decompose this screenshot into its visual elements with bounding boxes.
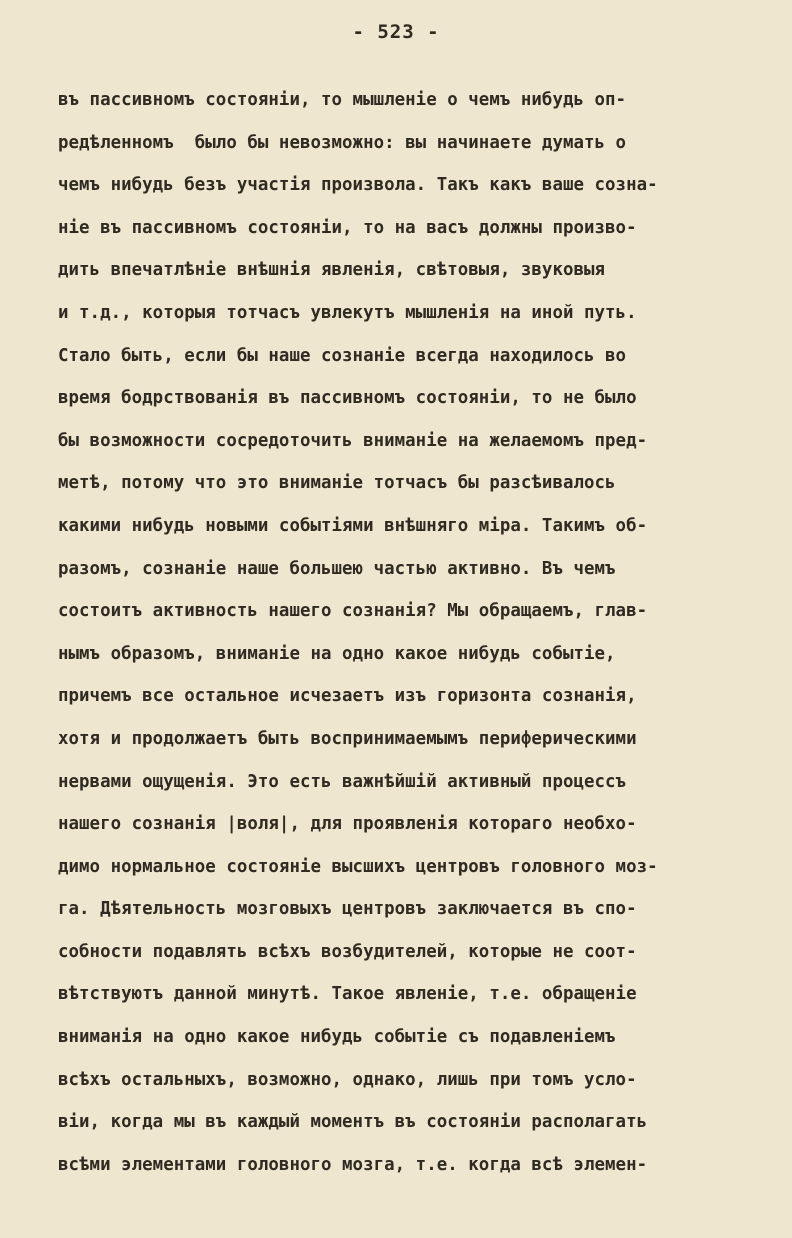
- text-line: Стало быть, если бы наше сознанiе всегда находилось во: [58, 345, 627, 366]
- text-line: разомъ, сознанiе наше большею частью активно. Въ чемъ: [58, 558, 616, 579]
- text-line: вiи, когда мы въ каждый моментъ въ состоянiи располагать: [58, 1112, 648, 1133]
- text-line: метѣ, потому что это вниманiе тотчасъ бы разсѣивалось: [58, 473, 616, 494]
- text-line: вниманiя на одно какое нибудь событiе съ подавленiемъ: [58, 1027, 616, 1048]
- text-line: и т.д., которыя тотчасъ увлекутъ мышленiя на иной путь.: [58, 302, 637, 323]
- text-line: собности подавлять всѣхъ возбудителей, которые не соот-: [58, 941, 637, 962]
- body-text: [58, 89, 778, 1196]
- text-line: состоитъ активность нашего сознанiя? Мы обращаемъ, глав-: [58, 601, 648, 622]
- text-line: нiе въ пассивномъ состоянiи, то на васъ должны произво-: [58, 217, 637, 238]
- text-line: причемъ все остальное исчезаетъ изъ горизонта сознанiя,: [58, 686, 637, 707]
- text-line: хотя и продолжаетъ быть воспринимаемымъ периферическими: [58, 728, 637, 749]
- text-line: дить впечатлѣнiе внѣшнiя явленiя, свѣтовыя, звуковыя: [58, 260, 606, 281]
- text-line: въ пассивномъ состоянiи, то мышленiе о чемъ нибудь оп-: [58, 90, 627, 110]
- text-line: бы возможности сосредоточить вниманiе на желаемомъ пред-: [58, 430, 648, 451]
- text-line: вѣтствуютъ данной минутѣ. Такое явленiе, т.е. обращенiе: [58, 984, 637, 1005]
- text-line: га. Дѣятельность мозговыхъ центровъ заключается въ спо-: [58, 899, 637, 920]
- page-number: - 523 -: [352, 21, 440, 43]
- text-line: всѣми элементами головного мозга, т.е. когда всѣ элемен-: [58, 1154, 648, 1175]
- text-line: чемъ нибудь безъ участiя произвола. Такъ какъ ваше созна-: [58, 175, 658, 196]
- text-line: димо нормальное состоянiе высшихъ центровъ головного моз-: [58, 856, 658, 877]
- text-line: время бодрствованiя въ пассивномъ состоянiи, то не было: [58, 388, 637, 409]
- text-line: нервами ощущенiя. Это есть важнѣйшiй активный процессъ: [58, 771, 627, 792]
- text-line: какими нибудь новыми событiями внѣшняго мiра. Такимъ об-: [58, 515, 648, 536]
- text-line: редѣленномъ было бы невозможно: вы начинаете думать о: [58, 132, 627, 153]
- text-line: нашего сознанiя |воля|, для проявленiя котораго необхо-: [58, 814, 637, 835]
- text-line: нымъ образомъ, вниманiе на одно какое нибудь событiе,: [58, 643, 616, 664]
- text-line: всѣхъ остальныхъ, возможно, однако, лишь при томъ усло-: [58, 1069, 637, 1090]
